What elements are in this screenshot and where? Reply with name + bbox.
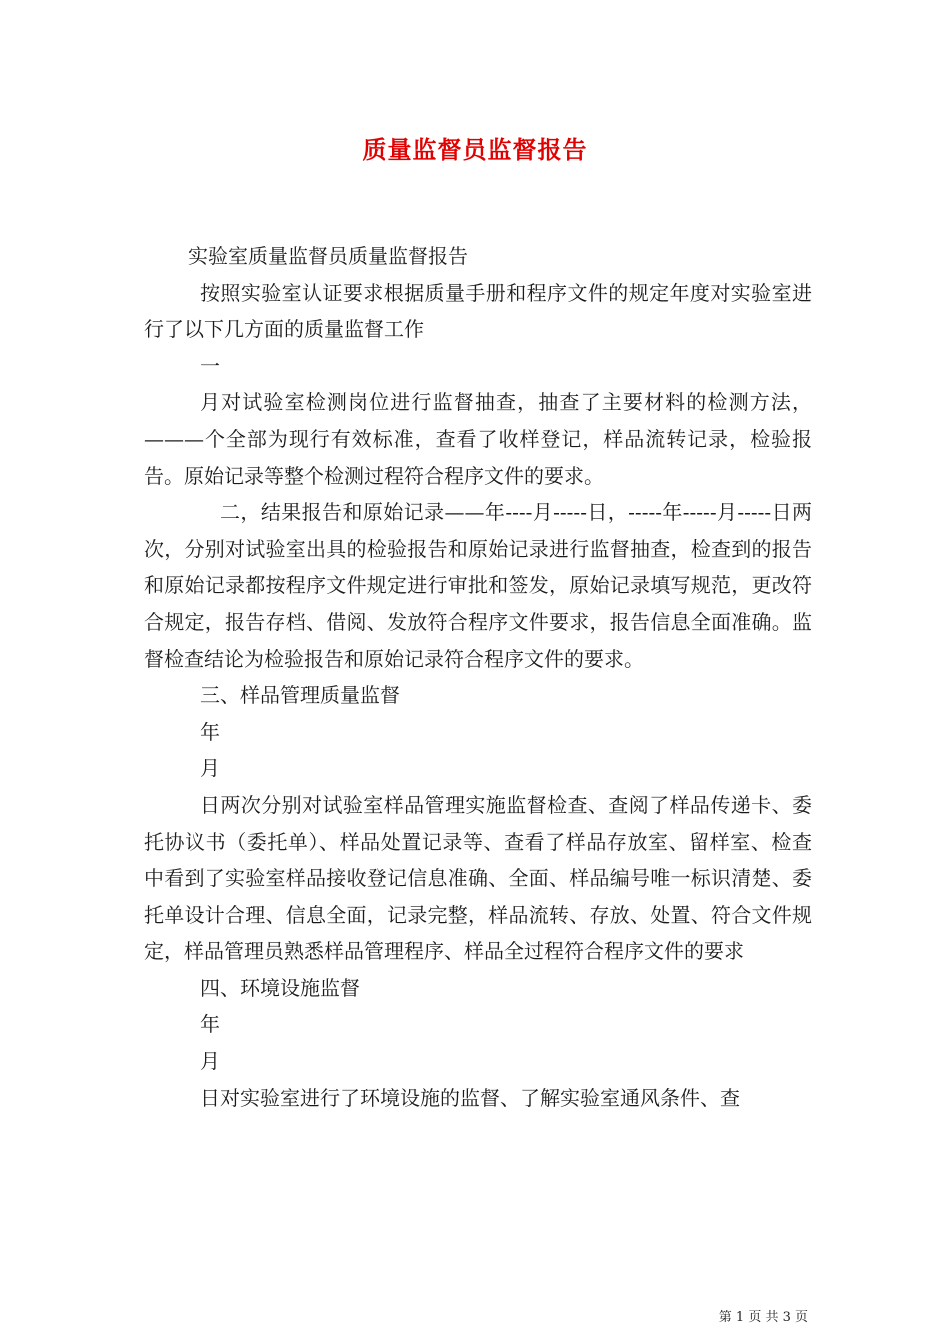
paragraph-section-four-body: 日对实验室进行了环境设施的监督、了解实验室通风条件、查 <box>200 1085 740 1110</box>
page-number: 第 1 页 共 3 页 <box>718 1310 808 1325</box>
document-body <box>144 238 812 1116</box>
paragraph-section-one-heading: 一 <box>200 353 220 378</box>
paragraph-month-label: 月 <box>200 1049 220 1074</box>
paragraph-intro: 按照实验室认证要求根据质量手册和程序文件的规定年度对实验室进行了以下几方面的质量监督工作 <box>144 280 812 342</box>
paragraph-section-two: 二，结果报告和原始记录——年----月-----日，-----年-----月-----日两次，分别对试验室出具的检验报告和原始记录进行监督抽查，检查到的报告和原始记录都按程序文件规定进行审批和签发，原始记录填写规范，更改符合规定，报告存档、借阅、发放符合程序文件要求，报告信息全面准确。监督检查结论为检验报告和原始记录符合程序文件的要求。 <box>144 500 812 671</box>
paragraph-section-three-heading: 三、样品管理质量监督 <box>200 683 400 708</box>
document-title: 质量监督员监督报告 <box>362 135 588 164</box>
paragraph-year-label: 年 <box>200 719 220 744</box>
paragraph-subtitle: 实验室质量监督员质量监督报告 <box>188 244 468 268</box>
paragraph-section-four-heading: 四、环境设施监督 <box>200 975 360 1000</box>
paragraph-section-three-body: 日两次分别对试验室样品管理实施监督检查、查阅了样品传递卡、委托协议书（委托单）、样品处置记录等、查看了样品存放室、留样室、检查中看到了实验室样品接收登记信息准确、全面、样品编号唯一标识清楚、委托单设计合理、信息全面，记录完整，样品流转、存放、处置、符合文件规定，样品管理员熟悉样品管理程序、样品全过程符合程序文件的要求 <box>144 792 812 964</box>
paragraph-year-label: 年 <box>200 1012 220 1037</box>
paragraph-month-label: 月 <box>200 756 220 781</box>
paragraph-section-one-body: 月对试验室检测岗位进行监督抽查，抽查了主要材料的检测方法，———个全部为现行有效标准，查看了收样登记，样品流转记录，检验报告。原始记录等整个检测过程符合程序文件的要求。 <box>144 390 812 488</box>
